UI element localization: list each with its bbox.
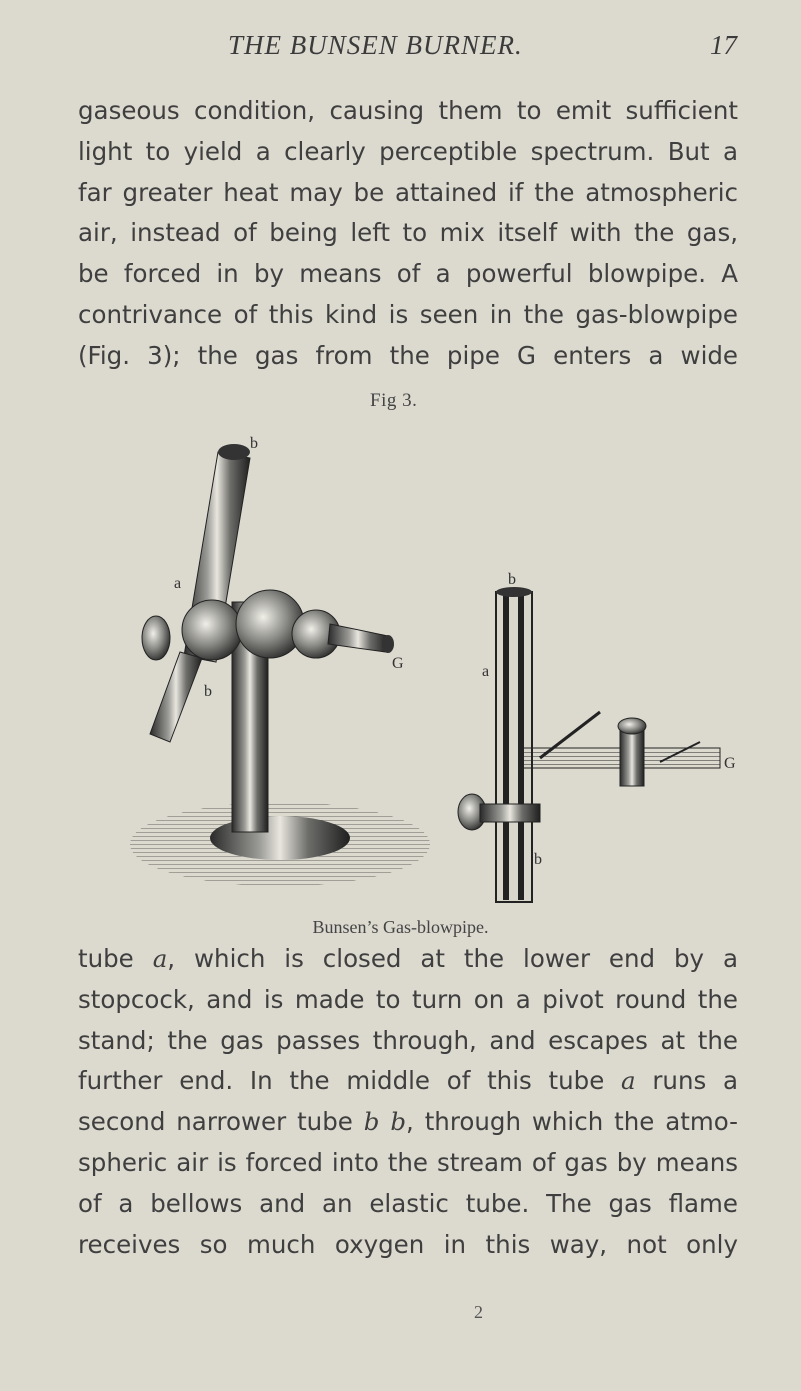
right-section-view bbox=[458, 571, 736, 902]
text-line: further end. In the middle of this tube a runs a bbox=[78, 1066, 738, 1096]
text-line: be forced in by means of a powerful blowpipe. A bbox=[78, 259, 738, 289]
text-line: stand; the gas passes through, and escapes at the bbox=[78, 1025, 738, 1055]
text-line: (Fig. 3); the gas from the pipe G enters a wide bbox=[78, 340, 738, 370]
left-perspective-view bbox=[130, 435, 430, 886]
signature-mark: 2 bbox=[474, 1302, 483, 1322]
text-line: contrivance of this kind is seen in the gas-blowpipe bbox=[78, 299, 738, 329]
running-title: THE BUNSEN BURNER. bbox=[228, 30, 523, 60]
page-number: 17 bbox=[710, 30, 737, 60]
right-label-b-bottom: b bbox=[534, 851, 542, 868]
paragraph-top bbox=[78, 91, 738, 377]
text-line: far greater heat may be attained if the atmospheric bbox=[78, 177, 738, 207]
figure-label: Fig 3. bbox=[370, 390, 418, 411]
text-line: second narrower tube b b, through which the atmo- bbox=[78, 1107, 739, 1137]
paragraph-bottom bbox=[78, 939, 738, 1265]
text-line: tube a, which is closed at the lower end by a bbox=[78, 944, 738, 973]
right-label-g: G bbox=[724, 755, 736, 772]
text-line: gaseous condition, causing them to emit sufficient bbox=[78, 96, 738, 125]
text-line: stopcock, and is made to turn on a pivot round the bbox=[78, 984, 738, 1014]
left-label-b-top: b bbox=[250, 435, 258, 452]
figure-caption: Bunsen’s Gas-blowpipe. bbox=[312, 917, 489, 937]
left-label-a: a bbox=[174, 575, 182, 592]
text-line: light to yield a clearly perceptible spectrum. But a bbox=[78, 136, 738, 166]
running-head bbox=[0, 30, 801, 70]
right-label-a: a bbox=[482, 663, 490, 680]
gas-blowpipe-illustration bbox=[120, 412, 740, 922]
text-line: air, instead of being left to mix itself with the gas, bbox=[78, 218, 738, 248]
text-line: receives so much oxygen in this way, not only bbox=[78, 1229, 738, 1259]
left-label-g: G bbox=[392, 655, 404, 672]
left-label-b-bottom: b bbox=[204, 683, 212, 700]
text-line: spheric air is forced into the stream of gas by means bbox=[78, 1147, 738, 1177]
right-label-b-top: b bbox=[508, 571, 516, 588]
text-line: of a bellows and an elastic tube. The gas flame bbox=[78, 1188, 738, 1218]
